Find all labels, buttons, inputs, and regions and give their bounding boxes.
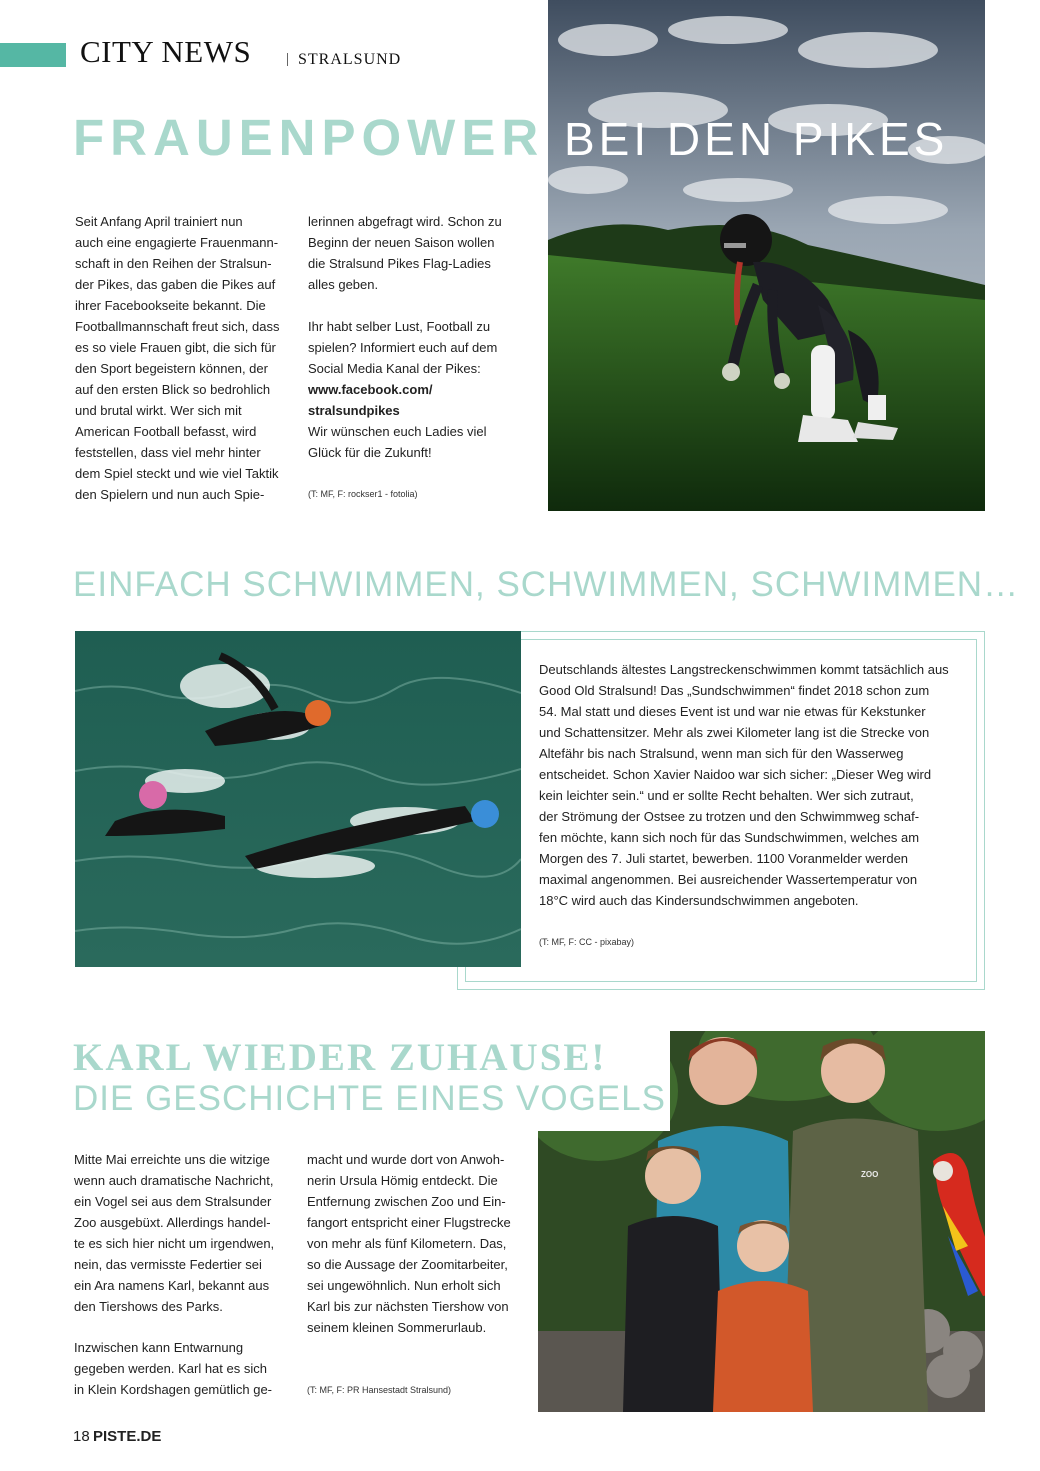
section-city: STRALSUND	[298, 51, 402, 68]
article3-column1-b: Inzwischen kann Entwarnung gegeben werden. Karl hat es sich in Klein Kordshagen gemütlich ge-	[74, 1340, 273, 1397]
article1-column2-c: Wir wünschen euch Ladies viel Glück für die Zukunft!	[308, 424, 487, 460]
page-number: 18	[73, 1428, 90, 1445]
vest-badge-text: ZOO	[861, 1170, 879, 1179]
article2-body: Deutschlands ältestes Langstreckenschwimmen kommt tatsächlich aus Good Old Stralsund! Das „Sundschwimmen“ findet 2018 schon zum 54. Mal statt und dieses Event ist und war nie etwas für Kekstunker und Schattensitzer. Mehr als zwei Kilometer lang ist die Strecke von Altefähr bis nach Stralsund, wenn man sich für den Wasserweg entscheidet. Schon Xavier Naidoo war sich sicher: „Dieser Weg wird kein leichter sein.“ und er sollte Recht behalten. Wer sich zutraut, der Strömung der Ostsee zu trotzen und den Schwimmweg schaf- fen möchte, kann sich noch für das Sundschwimmen, welches am Morgen des 7. Juli startet, bewerben. 1100 Voranmelder werden maximal angenommen. Bei ausreichender Wassertemperatur von 18°C wird auch das Kindersundschwimmen angeboten.	[539, 662, 949, 908]
article3-title-light: DIE GESCHICHTE EINES VOGELS	[73, 1079, 666, 1118]
article1-title-bold: FRAUENPOWER	[73, 109, 545, 166]
article3-column1-a: Mitte Mai erreichte uns die witzige wenn auch dramatische Nachricht, ein Vogel sei aus dem Stralsunder Zoo ausgebüxt. Allerdings handel- te es sich hier nicht um irgendwen, nein, das vermisste Federtier sei ein Ara namens Karl, bekannt aus den Tiershows des Parks.	[74, 1152, 275, 1314]
football-player-photo	[548, 0, 985, 511]
article1-column1: Seit Anfang April trainiert nun auch eine engagierte Frauenmann- schaft in den Reihen der Stralsun- der Pikes, das gaben die Pikes auf ihrer Facebookseite bekannt. Die Footballmannschaft freut sich, dass es so viele Frauen gibt, die sich für den Sport begeistern können, der auf den ersten Blick so bedrohlich und brutal wirkt. Wer sich mit American Football befasst, wird feststellen, dass viel mehr hinter dem Spiel steckt und wie viel Taktik den Spielern und nun auch Spie-	[75, 214, 280, 502]
header-divider: |	[286, 51, 290, 67]
pikes-facebook-link[interactable]: www.facebook.com/ stralsundpikes	[308, 382, 433, 418]
article1-credit: (T: MF, F: rockser1 - fotolia)	[308, 489, 418, 499]
footer-brand: PISTE.DE	[93, 1428, 162, 1445]
article1-title-light: BEI DEN PIKES	[564, 113, 949, 165]
section-color-bar	[0, 43, 66, 67]
article2-title: EINFACH SCHWIMMEN, SCHWIMMEN, SCHWIMMEN…	[73, 565, 1020, 604]
swimmers-photo	[75, 631, 521, 967]
article2-credit: (T: MF, F: CC - pixabay)	[539, 937, 635, 947]
article1-column2-a: lerinnen abgefragt wird. Schon zu Beginn der neuen Saison wollen die Stralsund Pikes Flag-Ladies alles geben.	[308, 214, 502, 292]
article3-title-bold: KARL WIEDER ZUHAUSE!	[73, 1036, 607, 1079]
article1-column2-b: Ihr habt selber Lust, Football zu spielen? Informiert euch auf dem Social Media Kanal der Pikes:	[308, 319, 498, 376]
article3-credit: (T: MF, F: PR Hansestadt Stralsund)	[307, 1385, 452, 1395]
section-title: CITY NEWS	[80, 34, 252, 69]
article3-column2: macht und wurde dort von Anwoh- nerin Ursula Hömig entdeckt. Die Entfernung zwischen Zoo und Ein- fangort entspricht einer Flugstrecke von mehr als fünf Kilometern. Das, so die Aussage der Zoomitarbeiter, sei ungewöhnlich. Nun erholt sich Karl bis zur nächsten Tiershow von seinem kleinen Sommerurlaub.	[307, 1152, 511, 1335]
